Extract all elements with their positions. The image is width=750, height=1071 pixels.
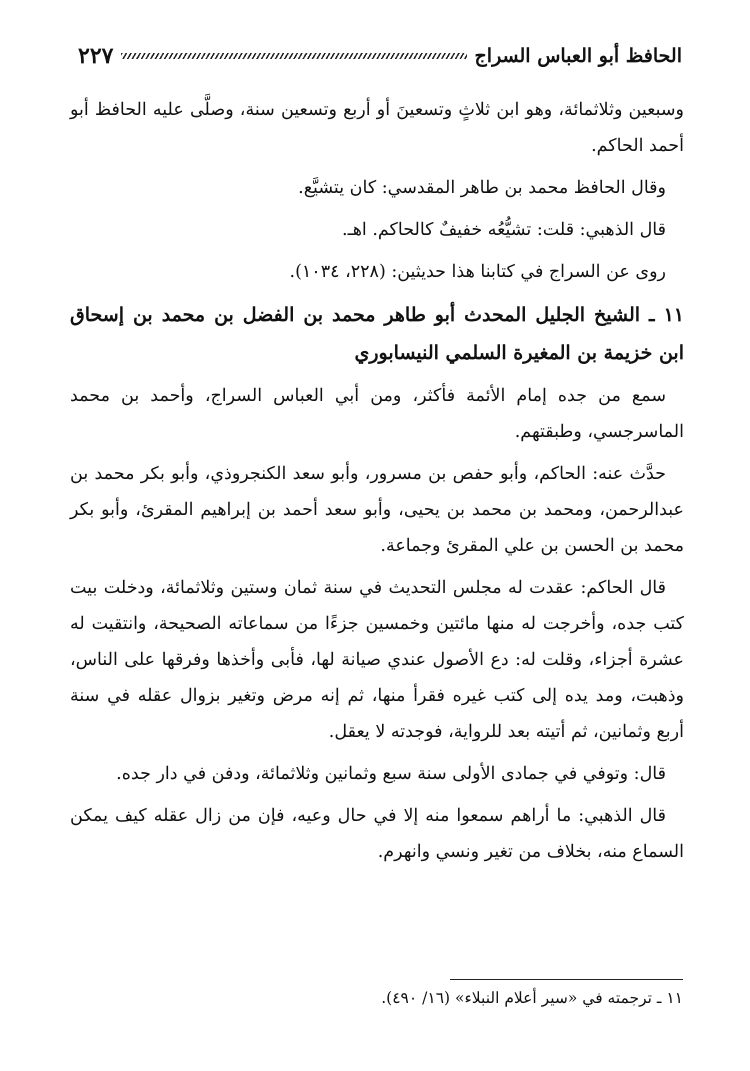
paragraph-teachers: سمع من جده إمام الأئمة فأكثر، ومن أبي العباس السراج، وأحمد بن محمد الماسرجسي، وطبقتهم. <box>70 386 684 442</box>
page-number: ٢٢٧ <box>78 43 114 69</box>
running-title: الحافظ أبو العباس السراج <box>474 45 682 67</box>
main-text <box>70 92 684 876</box>
paragraph-continuation: وسبعين وثلاثمائة، وهو ابن ثلاثٍ وتسعينَ أو أربع وتسعين سنة، وصلَّى عليه الحافظ أبو أحمد الحاكم. <box>70 100 684 156</box>
paragraph-dhahabi-conclusion: قال الذهبي: ما أراهم سمعوا منه إلا في حال وعيه، فإن من زال عقله كيف يمكن السماع منه، بخلاف من تغير ونسي وانهرم. <box>70 806 684 862</box>
paragraph-students: حدَّث عنه: الحاكم، وأبو حفص بن مسرور، وأبو سعد الكنجروذي، وأبو بكر محمد بن عبدالرحمن، ومحمد بن محمد بن يحيى، وأبو سعد أحمد بن إبراهيم المقرئ، وأبو بكر محمد بن الحسن بن علي المقرئ وجماعة. <box>70 464 684 556</box>
entry-title: ١١ ـ الشيخ الجليل المحدث أبو طاهر محمد بن الفضل بن محمد بن إسحاق ابن خزيمة بن المغيرة السلمي النيسابوري <box>70 304 684 364</box>
paragraph-death-date: قال: وتوفي في جمادى الأولى سنة سبع وثمانين وثلاثمائة، ودفن في دار جده. <box>116 764 666 784</box>
paragraph-hadith-references: روى عن السراج في كتابنا هذا حديثين: (٢٢٨، ١٠٣٤). <box>289 262 666 282</box>
footnote-separator <box>450 979 683 980</box>
running-header <box>78 38 682 74</box>
footnote: ١١ ـ ترجمته في «سير أعلام النبلاء» (١٦/ ٤٩٠). <box>381 989 683 1007</box>
header-decorative-rule <box>121 53 466 59</box>
paragraph-dhahabi-comment: قال الذهبي: قلت: تشيُّعُه خفيفٌ كالحاكم. اهـ. <box>342 220 666 240</box>
paragraph-hakim-account: قال الحاكم: عقدت له مجلس التحديث في سنة ثمان وستين وثلاثمائة، ودخلت بيت كتب جده، وأخرجت له منها مائتين وخمسين جزءًا من سماعاته الصحيحة، وانتقيت له عشرة أجزاء، وقلت له: دع الأصول عندي صيانة لها، فأبى وأخذها وفرقها على الناس، وذهبت، ومد يده إلى كتب غيره فقرأ منها، ثم إنه مرض وتغير بزوال عقله في سنة أربع وثمانين، ثم أتيته بعد للرواية، فوجدته لا يعقل. <box>70 578 684 742</box>
paragraph-ibn-tahir-quote: وقال الحافظ محمد بن طاهر المقدسي: كان يتشيَّع. <box>298 178 666 198</box>
